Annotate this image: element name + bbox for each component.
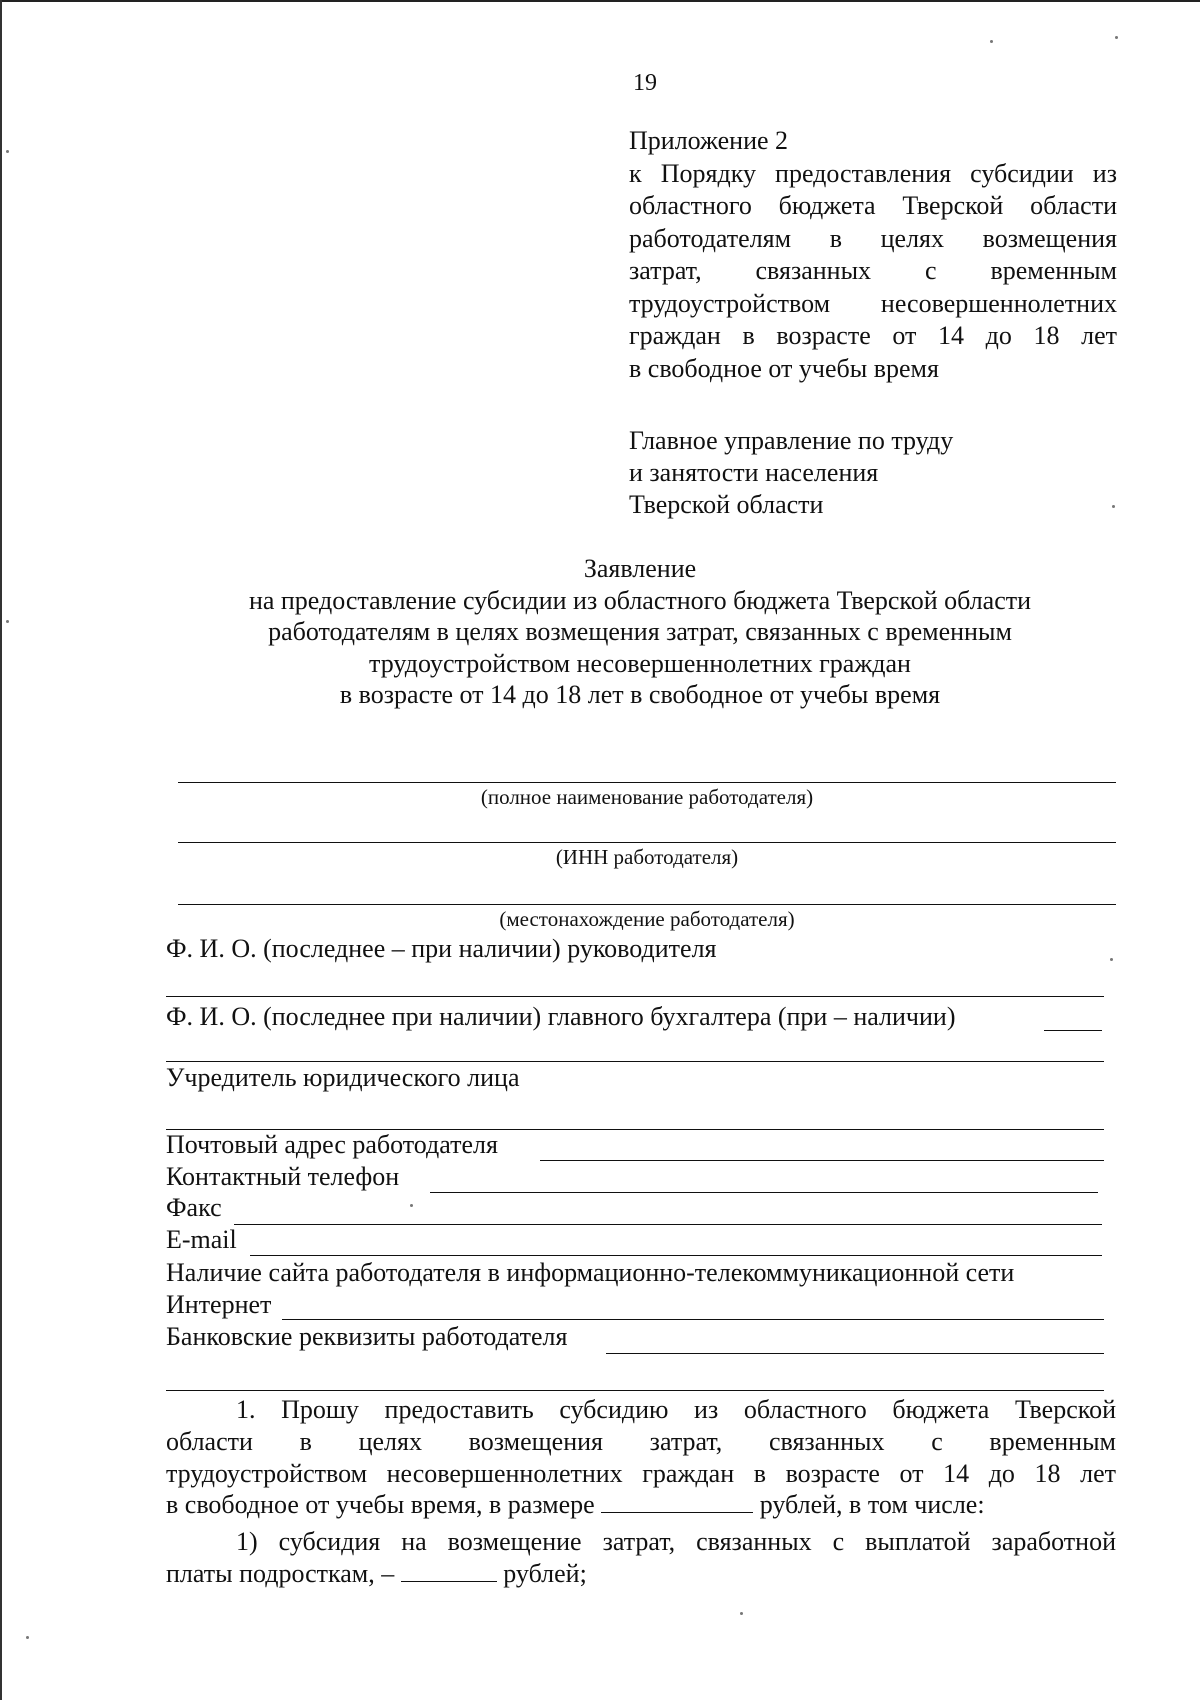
scan-edge-left <box>0 0 2 1700</box>
bank-details-inline-line[interactable] <box>606 1353 1104 1354</box>
head-fio-line[interactable] <box>166 996 1104 997</box>
postal-address-label: Почтовый адрес работодателя <box>166 1130 498 1159</box>
request-amount-unit: рублей, в том числе: <box>759 1490 985 1520</box>
request-line: области в целях возмещения затрат, связанных с временным <box>166 1426 1116 1456</box>
request-line: 1) субсидия на возмещение затрат, связанных с выплатой заработной <box>236 1527 1116 1556</box>
scan-speck <box>6 620 9 623</box>
appendix-line: к Порядку предоставления субсидии из <box>629 158 1117 188</box>
employer-location-line[interactable] <box>178 904 1116 905</box>
scan-speck <box>1115 36 1118 39</box>
appendix-line: граждан в возрасте от 14 до 18 лет <box>629 321 1117 350</box>
appendix-text <box>629 158 1117 386</box>
addressee-line: Тверской области <box>629 490 824 519</box>
email-label: E-mail <box>166 1225 237 1254</box>
salary-amount-blank[interactable] <box>401 1559 497 1582</box>
appendix-line: работодателям в целях возмещения <box>629 223 1117 253</box>
appendix-line: затрат, связанных с временным <box>629 256 1117 285</box>
appendix-title: Приложение 2 <box>629 126 789 155</box>
scan-speck <box>1110 958 1113 961</box>
addressee-line: и занятости населения <box>629 458 879 487</box>
statement-heading <box>150 553 1130 711</box>
employer-name-caption: (полное наименование работодателя) <box>480 785 814 809</box>
request-amount-line <box>166 1489 1116 1521</box>
employer-location-caption: (местонахождение работодателя) <box>499 907 795 931</box>
scan-speck <box>6 150 9 153</box>
scan-speck <box>26 1636 29 1639</box>
scan-speck <box>410 1204 413 1207</box>
statement-line: в возрасте от 14 до 18 лет в свободное от учебы время <box>339 680 941 709</box>
page-number: 19 <box>633 70 657 96</box>
employer-inn-line[interactable] <box>178 842 1116 843</box>
bank-details-line[interactable] <box>166 1390 1104 1391</box>
addressee-block <box>629 425 1117 521</box>
total-amount-blank[interactable] <box>601 1490 753 1513</box>
salary-amount-line <box>166 1558 1116 1590</box>
scan-edge-top <box>0 0 1200 2</box>
salary-amount-text: платы подросткам, – <box>166 1558 395 1588</box>
accountant-fio-inline-line[interactable] <box>1044 1030 1102 1031</box>
request-paragraph-1 <box>166 1394 1116 1521</box>
scan-speck <box>740 1612 743 1615</box>
request-amount-text: в свободное от учебы время, в размере <box>166 1490 595 1520</box>
request-line: трудоустройством несовершеннолетних граждан в возрасте от 14 до 18 лет <box>166 1458 1116 1488</box>
appendix-line: областного бюджета Тверской области <box>629 191 1117 220</box>
appendix-line: в свободное от учебы время <box>629 353 939 383</box>
request-paragraph-2 <box>166 1526 1116 1590</box>
scan-speck <box>1112 505 1115 508</box>
phone-line[interactable] <box>430 1192 1098 1193</box>
email-line[interactable] <box>250 1255 1102 1256</box>
accountant-fio-label: Ф. И. О. (последнее при наличии) главного бухгалтера (при – наличии) <box>166 1002 956 1031</box>
employer-name-line[interactable] <box>178 782 1116 783</box>
statement-line: трудоустройством несовершеннолетних граждан <box>369 648 911 678</box>
salary-amount-unit: рублей; <box>503 1558 587 1588</box>
phone-label: Контактный телефон <box>166 1162 400 1191</box>
request-line: 1. Прошу предоставить субсидию из областного бюджета Тверской <box>236 1395 1116 1424</box>
bank-details-label: Банковские реквизиты работодателя <box>166 1322 568 1351</box>
appendix-line: трудоустройством несовершеннолетних <box>629 288 1117 318</box>
accountant-fio-line[interactable] <box>166 1061 1104 1062</box>
scan-speck <box>990 40 993 43</box>
statement-line: на предоставление субсидии из областного бюджета Тверской области <box>248 585 1032 615</box>
postal-address-line[interactable] <box>540 1160 1104 1161</box>
head-fio-label: Ф. И. О. (последнее – при наличии) руководителя <box>166 934 717 963</box>
website-line[interactable] <box>282 1319 1104 1320</box>
founder-label: Учредитель юридического лица <box>166 1063 520 1092</box>
addressee-line: Главное управление по труду <box>629 426 954 455</box>
statement-line: работодателям в целях возмещения затрат, связанных с временным <box>268 617 1012 646</box>
employer-inn-caption: (ИНН работодателя) <box>555 845 739 869</box>
fax-line[interactable] <box>234 1224 1102 1225</box>
appendix-block <box>629 125 1117 385</box>
website-label-line1: Наличие сайта работодателя в информационно-телекоммуникационной сети <box>166 1258 1015 1287</box>
fax-label: Факс <box>166 1193 222 1222</box>
statement-title: Заявление <box>583 554 697 583</box>
website-label-line2: Интернет <box>166 1290 272 1319</box>
